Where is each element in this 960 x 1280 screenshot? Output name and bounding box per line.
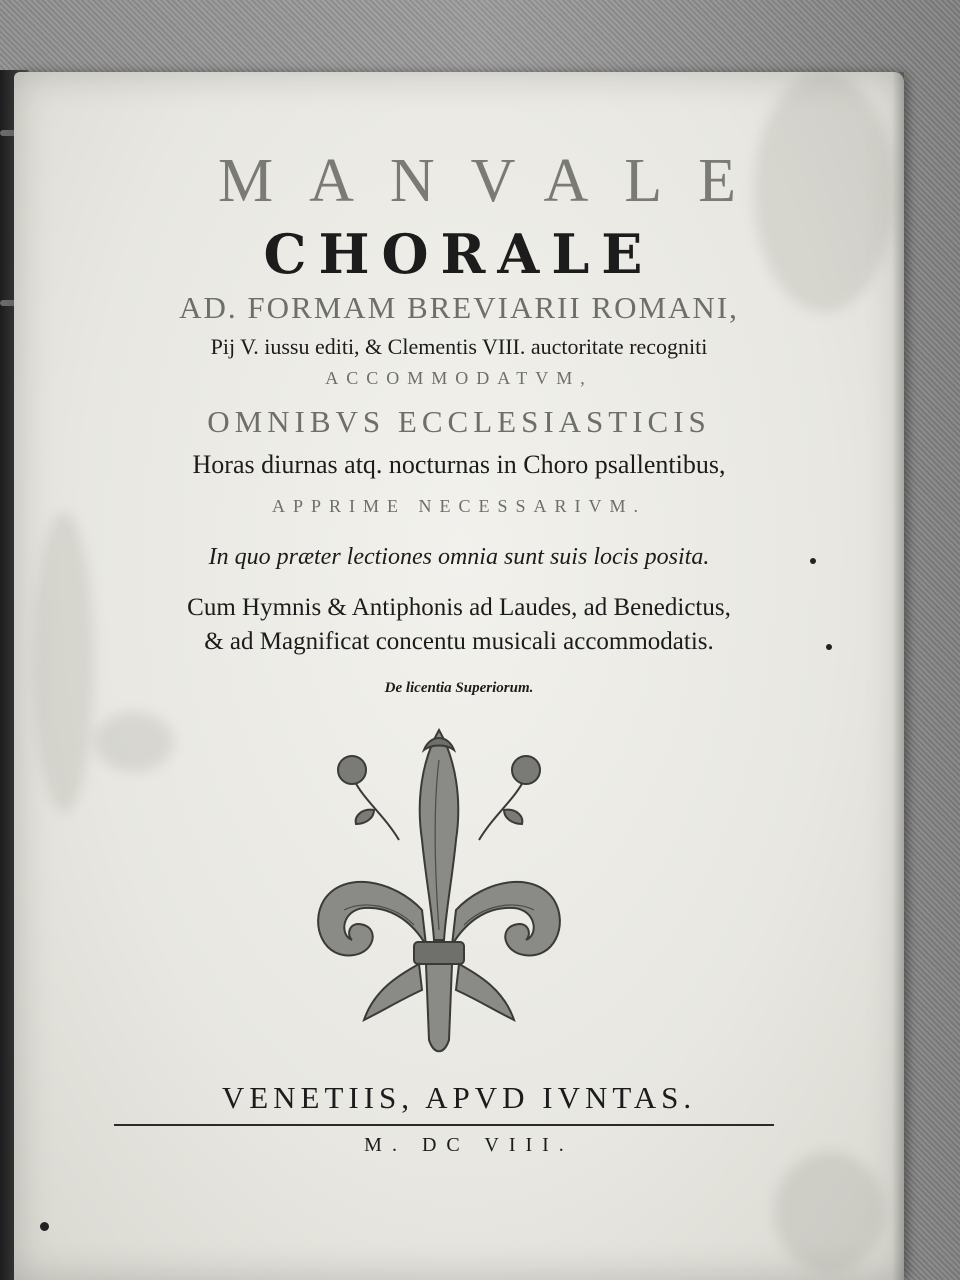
stain bbox=[774, 1152, 884, 1272]
publication-year: M. DC VIII. bbox=[364, 1134, 574, 1156]
ink-speck bbox=[826, 644, 832, 650]
subtitle-in-quo: In quo præter lectiones omnia sunt suis locis posita. bbox=[208, 544, 710, 570]
fleur-de-lis-icon bbox=[304, 720, 574, 1070]
subtitle-magnificat: & ad Magnificat concentu musicali accommodatis. bbox=[204, 628, 714, 655]
subtitle-cum-hymnis: Cum Hymnis & Antiphonis ad Laudes, ad Benedictus, bbox=[187, 594, 731, 621]
ink-speck bbox=[810, 558, 816, 564]
title-line-manvale: MANVALE bbox=[218, 147, 772, 215]
ink-speck bbox=[40, 1222, 49, 1231]
subtitle-horas: Horas diurnas atq. nocturnas in Choro psallentibus, bbox=[192, 450, 726, 479]
subtitle-pij: Pij V. iussu editi, & Clementis VIII. auctoritate recogniti bbox=[210, 334, 708, 359]
title-line-chorale: CHORALE bbox=[263, 222, 655, 286]
stain bbox=[94, 712, 174, 772]
licence-line: De licentia Superiorum. bbox=[384, 680, 534, 696]
subtitle-omnibus: OMNIBVS ECCLESIASTICIS bbox=[207, 404, 711, 439]
imprint-line: VENETIIS, APVD IVNTAS. bbox=[221, 1080, 697, 1115]
subtitle-ad-formam: AD. FORMAM BREVIARII ROMANI, bbox=[179, 290, 739, 325]
subtitle-accommodatum: ACCOMMODATVM, bbox=[325, 368, 593, 388]
divider bbox=[114, 1124, 774, 1126]
title-page bbox=[14, 72, 904, 1280]
subtitle-apprime: APPRIME NECESSARIVM. bbox=[271, 496, 647, 516]
